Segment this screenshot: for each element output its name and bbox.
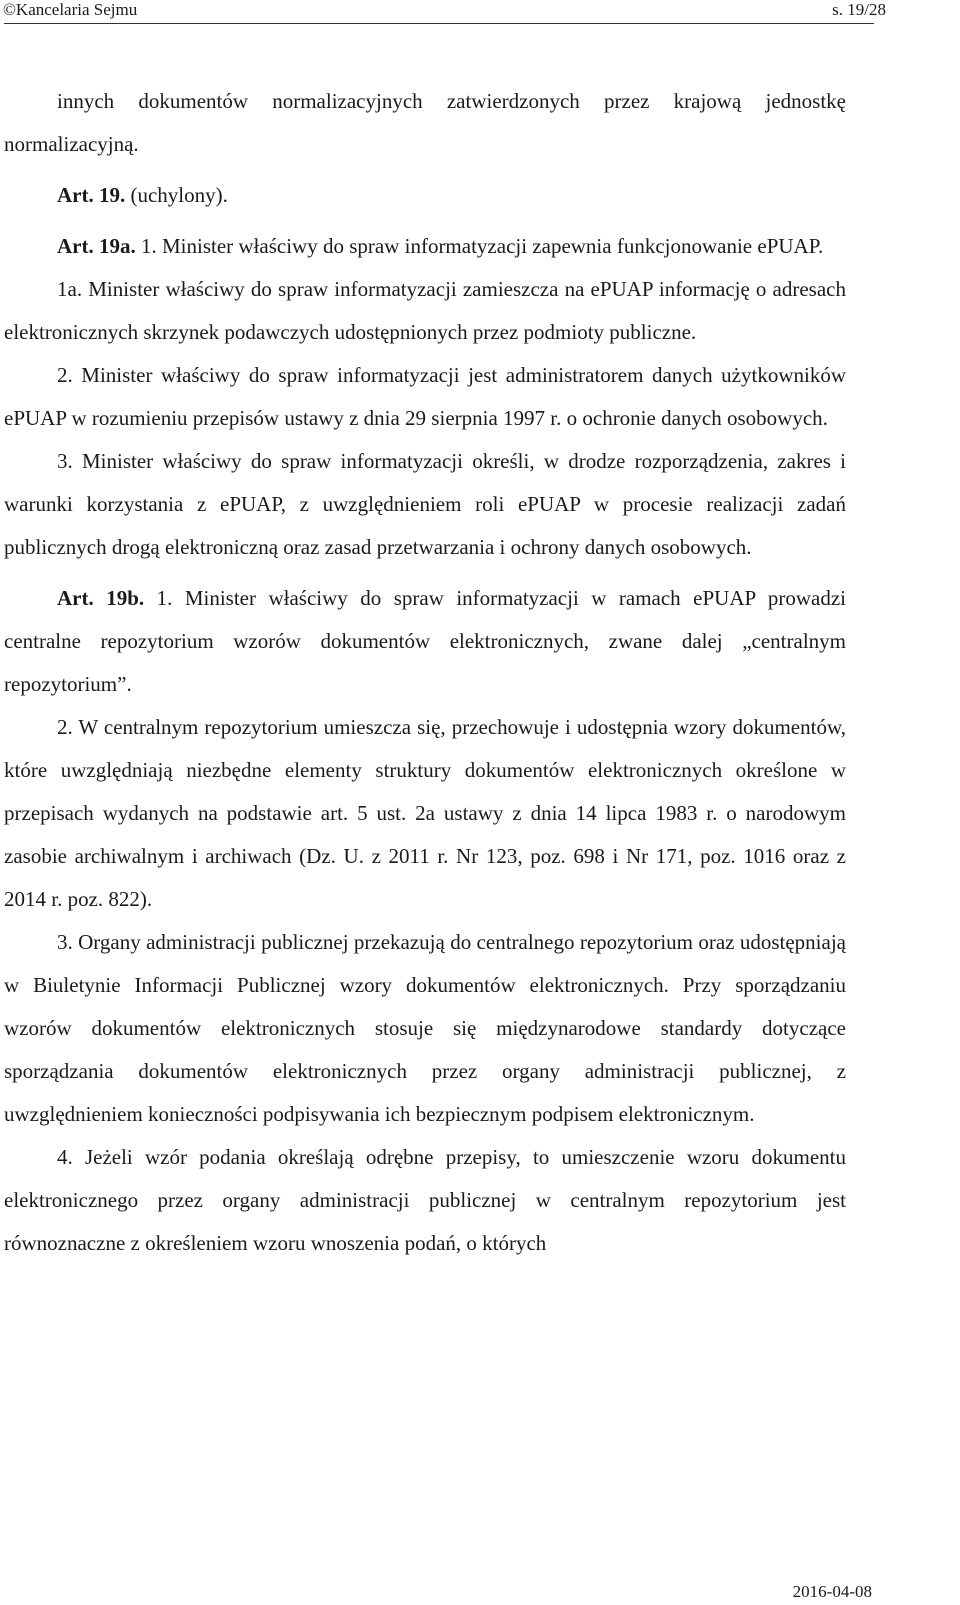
article-19a bbox=[4, 225, 846, 268]
paragraph-4: 4. Jeżeli wzór podania określają odrębne przepisy, to umieszczenie wzoru dokumentu elektronicznego przez organy administracji publicznej w centralnym repozytorium jest równoznaczne z określeniem wzoru wnoszenia podań, o których bbox=[4, 1145, 846, 1255]
article-text: 1. Minister właściwy do spraw informatyzacji w ramach ePUAP prowadzi centralne repozytorium wzorów dokumentów elektronicznych, zwane dalej „centralnym repozytorium”. bbox=[4, 586, 846, 696]
article-19 bbox=[4, 174, 846, 217]
paragraph-continuation: innych dokumentów normalizacyjnych zatwierdzonych przez krajową jednostkę normalizacyjną. bbox=[4, 89, 846, 156]
header-divider bbox=[4, 23, 874, 24]
article-19b bbox=[4, 577, 846, 706]
page-footer-date: 2016-04-08 bbox=[792, 1582, 872, 1601]
paragraph-3: 3. Minister właściwy do spraw informatyzacji określi, w drodze rozporządzenia, zakres i warunki korzystania z ePUAP, z uwzględnieniem roli ePUAP w procesie realizacji zadań publicznych drogą elektroniczną oraz zasad przetwarzania i ochrony danych osobowych. bbox=[4, 449, 846, 559]
paragraph-2: 2. W centralnym repozytorium umieszcza się, przechowuje i udostępnia wzory dokumentów, które uwzględniają niezbędne elementy struktury dokumentów elektronicznych określone w przepisach wydanych na podstawie art. 5 ust. 2a ustawy z dnia 14 lipca 1983 r. o narodowym zasobie archiwalnym i archiwach (Dz. U. z 2011 r. Nr 123, poz. 698 i Nr 171, poz. 1016 oraz z 2014 r. poz. 822). bbox=[4, 715, 846, 911]
article-label: Art. 19. bbox=[57, 183, 126, 207]
article-text: (uchylony). bbox=[125, 183, 228, 207]
page-number: s. 19/28 bbox=[832, 0, 886, 19]
paragraph-1a: 1a. Minister właściwy do spraw informatyzacji zamieszcza na ePUAP informację o adresach elektronicznych skrzynek podawczych udostępnionych przez podmioty publiczne. bbox=[4, 277, 846, 344]
article-text: 1. Minister właściwy do spraw informatyzacji zapewnia funkcjonowanie ePUAP. bbox=[135, 234, 824, 258]
header-copyright: ©Kancelaria Sejmu bbox=[3, 0, 138, 19]
paragraph-3: 3. Organy administracji publicznej przekazują do centralnego repozytorium oraz udostępniają w Biuletynie Informacji Publicznej wzory dokumentów elektronicznych. Przy sporządzaniu wzorów dokumentów elektronicznych stosuje się międzynarodowe standardy dotyczące sporządzania dokumentów elektronicznych przez organy administracji publicznej, z uwzględnieniem konieczności podpisywania ich bezpiecznym podpisem elektronicznym. bbox=[4, 930, 846, 1126]
page-header bbox=[0, 0, 960, 22]
document-body bbox=[4, 80, 846, 1265]
paragraph-2: 2. Minister właściwy do spraw informatyzacji jest administratorem danych użytkowników ePUAP w rozumieniu przepisów ustawy z dnia 29 sierpnia 1997 r. o ochronie danych osobowych. bbox=[4, 363, 846, 430]
article-label: Art. 19b. bbox=[57, 586, 145, 610]
article-label: Art. 19a. bbox=[57, 234, 136, 258]
